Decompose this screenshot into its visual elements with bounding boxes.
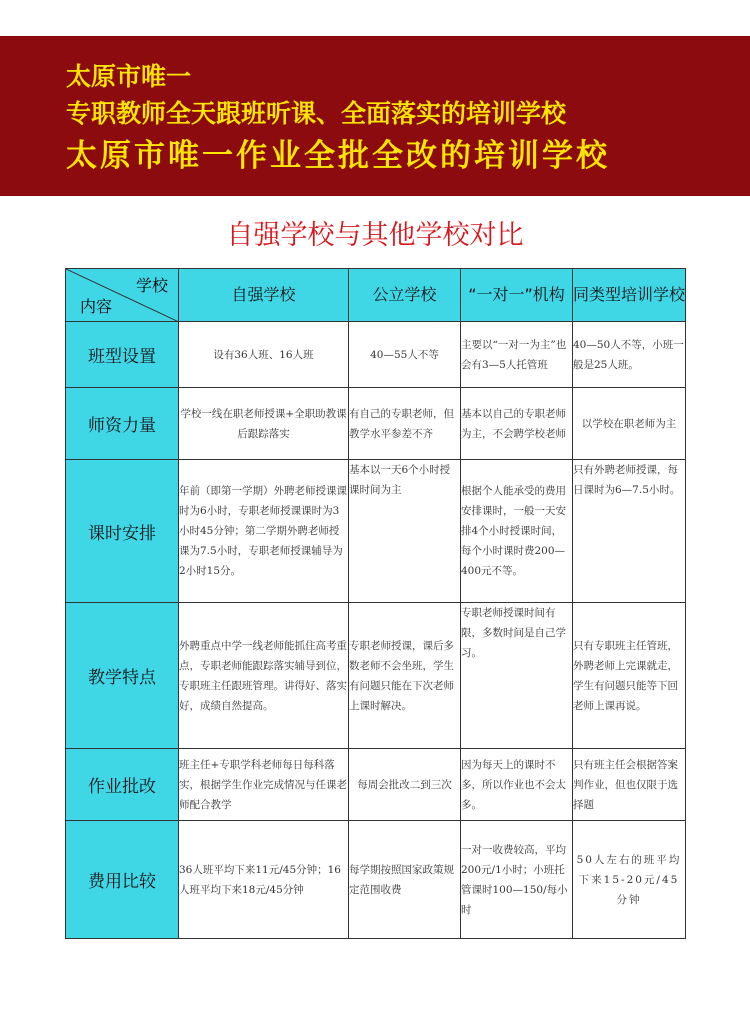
table-cell: 只有外聘老师授课，每日课时为6—7.5小时。 xyxy=(573,460,686,603)
table-row xyxy=(66,749,686,821)
banner-line-3: 太原市唯一作业全批全改的培训学校 xyxy=(66,138,610,174)
row-label: 教学特点 xyxy=(66,603,179,749)
table-cell: 一对一收费较高，平均200元/1小时；小班托管课时100—150/每小时 xyxy=(461,821,573,939)
table-cell: 专职老师授课时间有限，多数时间是自己学习。 xyxy=(461,603,573,749)
page-title: 自强学校与其他学校对比 xyxy=(226,220,524,251)
table-cell: 有自己的专职老师，但教学水平参差不齐 xyxy=(349,388,461,460)
table-row xyxy=(66,322,686,388)
table-cell: 外聘重点中学一线老师能抓住高考重点，专职老师能跟踪落实辅导到位，专职班主任跟班管理。讲得好、落实好，成绩自然提高。 xyxy=(179,603,349,749)
table-cell: 40—55人不等 xyxy=(349,322,461,388)
row-label: 师资力量 xyxy=(66,388,179,460)
table-header-row xyxy=(66,269,686,322)
column-header: 同类型培训学校 xyxy=(573,269,686,322)
header-banner xyxy=(0,36,750,196)
table-cell: 设有36人班、16人班 xyxy=(179,322,349,388)
table-cell: 学校一线在职老师授课+全职助教课后跟踪落实 xyxy=(179,388,349,460)
banner-line-2: 专职教师全天跟班听课、全面落实的培训学校 xyxy=(66,99,567,128)
table-cell: 基本以自己的专职老师为主，不会聘学校老师 xyxy=(461,388,573,460)
row-label: 作业批改 xyxy=(66,749,179,821)
corner-label-school: 学校 xyxy=(135,276,168,295)
table-cell: 主要以“一对一为主”也会有3—5人托管班 xyxy=(461,322,573,388)
table-cell: 只有专职班主任管班，外聘老师上完课就走，学生有问题只能等下回老师上课再说。 xyxy=(573,603,686,749)
banner-line-1: 太原市唯一 xyxy=(66,62,192,91)
table-cell: 50人左右的班平均下来15-20元/45分钟 xyxy=(573,821,686,939)
row-label: 费用比较 xyxy=(66,821,179,939)
table-cell: 基本以一天6个小时授课时间为主 xyxy=(349,460,461,603)
corner-label-content: 内容 xyxy=(80,297,113,316)
row-label: 课时安排 xyxy=(66,460,179,603)
table-row xyxy=(66,821,686,939)
table-row xyxy=(66,603,686,749)
column-header: 自强学校 xyxy=(179,269,349,322)
table-cell: 40—50人不等，小班一般是25人班。 xyxy=(573,322,686,388)
row-label: 班型设置 xyxy=(66,322,179,388)
corner-header-cell xyxy=(66,269,179,322)
table-cell: 只有班主任会根据答案判作业，但也仅限于选择题 xyxy=(573,749,686,821)
table-row xyxy=(66,388,686,460)
table-cell: 每学期按照国家政策规定范围收费 xyxy=(349,821,461,939)
column-header: 公立学校 xyxy=(349,269,461,322)
table-cell: 年前（即第一学期）外聘老师授课课时为6小时，专职老师授课课时为3小时45分钟；第二学期外聘老师授课为7.5小时，专职老师授课辅导为2小时15分。 xyxy=(179,460,349,603)
table-cell: 以学校在职老师为主 xyxy=(573,388,686,460)
comparison-table xyxy=(65,268,686,939)
table-cell: 36人班平均下来11元/45分钟；16人班平均下来18元/45分钟 xyxy=(179,821,349,939)
column-header: “一对一”机构 xyxy=(461,269,573,322)
table-cell: 班主任+专职学科老师每日每科落实，根据学生作业完成情况与任课老师配合教学 xyxy=(179,749,349,821)
table-cell: 因为每天上的课时不多，所以作业也不会太多。 xyxy=(461,749,573,821)
table-cell: 根据个人能承受的费用安排课时，一般一天安排4个小时授课时间，每个小时课时费200—400元不等。 xyxy=(461,460,573,603)
table-cell: 每周会批改二到三次 xyxy=(349,749,461,821)
table-cell: 专职老师授课，课后多数老师不会坐班，学生有问题只能在下次老师上课时解决。 xyxy=(349,603,461,749)
table-row xyxy=(66,460,686,603)
